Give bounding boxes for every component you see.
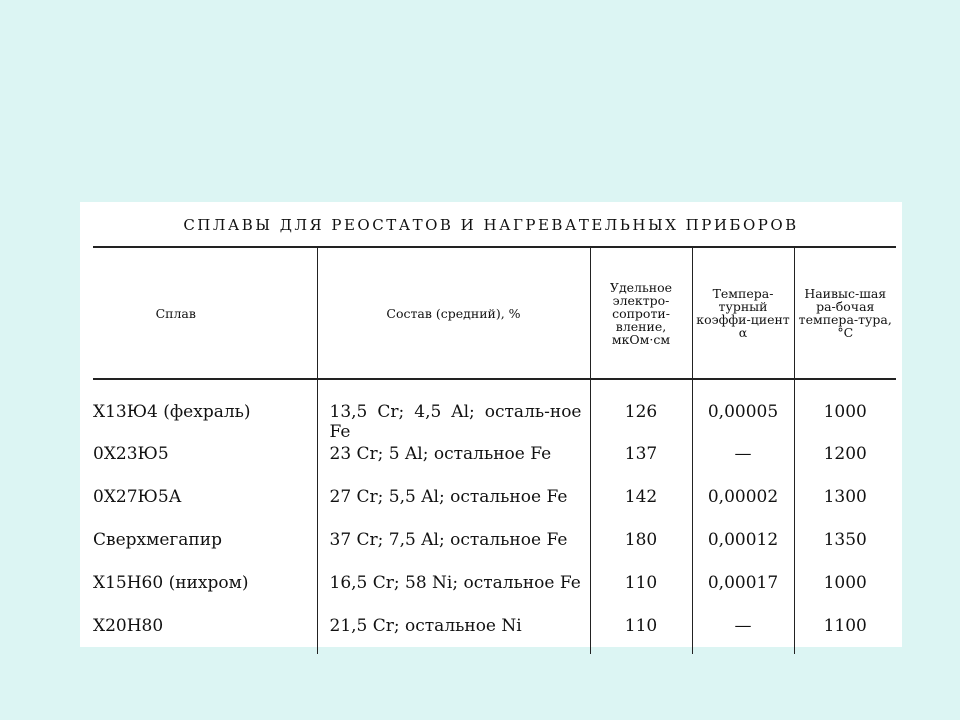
header-temp-coeff: Темпера-турный коэффи-циент α (692, 247, 794, 379)
alloys-table (93, 246, 896, 654)
cell-resistivity: 110 (590, 614, 692, 654)
cell-alloy: Х13Ю4 (фехраль) (93, 402, 251, 422)
cell-composition: 13,5 Cr; 4,5 Al; осталь-ное Fe (317, 379, 590, 442)
cell-max-temp: 1200 (794, 442, 896, 485)
cell-max-temp: 1300 (794, 485, 896, 528)
table-row (93, 379, 896, 442)
cell-alloy: 0Х27Ю5А (93, 487, 182, 507)
cell-resistivity: 110 (590, 571, 692, 614)
cell-alloy: Сверхмегапир (93, 530, 222, 550)
cell-composition: 27 Cr; 5,5 Al; остальное Fe (317, 485, 590, 528)
cell-alloy: Х20Н80 (93, 616, 164, 636)
cell-composition: 23 Cr; 5 Al; остальное Fe (317, 442, 590, 485)
cell-temp-coeff: — (692, 614, 794, 654)
header-row (93, 247, 896, 379)
cell-resistivity: 126 (590, 379, 692, 442)
header-alloy: Сплав (93, 247, 317, 379)
cell-max-temp: 1000 (794, 571, 896, 614)
cell-max-temp: 1000 (794, 379, 896, 442)
table-title: СПЛАВЫ ДЛЯ РЕОСТАТОВ И НАГРЕВАТЕЛЬНЫХ ПРИБОРОВ (183, 216, 799, 234)
cell-composition: 16,5 Cr; 58 Ni; остальное Fe (317, 571, 590, 614)
table-row (93, 528, 896, 571)
cell-resistivity: 180 (590, 528, 692, 571)
header-resistivity: Удельное электро-сопроти-вление, мкОм·см (590, 247, 692, 379)
cell-temp-coeff: 0,00002 (692, 485, 794, 528)
cell-alloy: Х15Н60 (нихром) (93, 573, 249, 593)
header-composition: Состав (средний), % (317, 247, 590, 379)
table-row (93, 442, 896, 485)
cell-max-temp: 1100 (794, 614, 896, 654)
header-max-temp: Наивыс-шая ра-бочая темпера-тура, °С (794, 247, 896, 379)
cell-temp-coeff: 0,00017 (692, 571, 794, 614)
cell-max-temp: 1350 (794, 528, 896, 571)
cell-temp-coeff: 0,00005 (692, 379, 794, 442)
table-row (93, 614, 896, 654)
cell-alloy: 0Х23Ю5 (93, 444, 169, 464)
scanned-table-image (80, 202, 902, 647)
cell-temp-coeff: — (692, 442, 794, 485)
table-row (93, 485, 896, 528)
cell-resistivity: 142 (590, 485, 692, 528)
cell-composition: 21,5 Cr; остальное Ni (317, 614, 590, 654)
cell-composition: 37 Cr; 7,5 Al; остальное Fe (317, 528, 590, 571)
cell-resistivity: 137 (590, 442, 692, 485)
table-row (93, 571, 896, 614)
cell-temp-coeff: 0,00012 (692, 528, 794, 571)
